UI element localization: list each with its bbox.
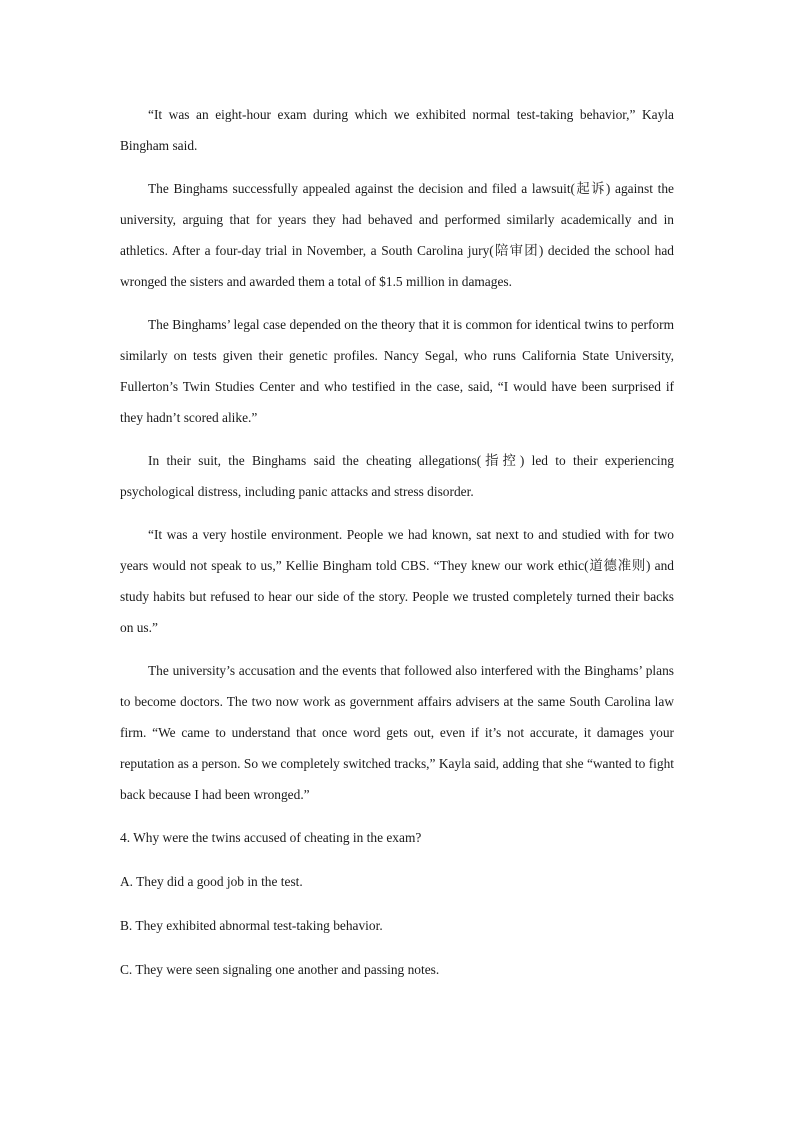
question-stem: 4. Why were the twins accused of cheating in the exam?	[120, 830, 422, 845]
paragraph-1: “It was an eight-hour exam during which we exhibited normal test-taking behavior,” Kayla Bingham said.	[120, 107, 674, 153]
question-block	[120, 822, 674, 985]
paragraph-3: The Binghams’ legal case depended on the theory that it is common for identical twins to perform similarly on tests given their genetic profiles. Nancy Segal, who runs California State University, Fullerton’s Twin Studies Center and who testified in the case, said, “I would have been surprised if they hadn’t scored alike.”	[120, 317, 674, 425]
paragraph-4: In their suit, the Binghams said the cheating allegations(指控) led to their experiencing psychological distress, including panic attacks and stress disorder.	[120, 453, 674, 499]
paragraph-5: “It was a very hostile environment. People we had known, sat next to and studied with for two years would not speak to us,” Kellie Bingham told CBS. “They knew our work ethic(道德准则) and study habits but refused to hear our side of the story. People we trusted completely turned their backs on us.”	[120, 527, 674, 635]
paragraph-6: The university’s accusation and the events that followed also interfered with the Binghams’ plans to become doctors. The two now work as government affairs advisers at the same South Carolina law firm. “We came to understand that once word gets out, even if it’s not accurate, it damages your reputation as a person. So we completely switched tracks,” Kayla said, adding that she “wanted to fight back because I had been wronged.”	[120, 663, 674, 802]
document-page	[120, 99, 674, 985]
paragraph-2: The Binghams successfully appealed against the decision and filed a lawsuit(起诉) against the university, arguing that for years they had behaved and performed similarly academically and in athletics. After a four-day trial in November, a South Carolina jury(陪审团) decided the school had wronged the sisters and awarded them a total of $1.5 million in damages.	[120, 181, 674, 289]
option-a: A. They did a good job in the test.	[120, 874, 303, 889]
option-b: B. They exhibited abnormal test-taking behavior.	[120, 918, 383, 933]
option-c: C. They were seen signaling one another and passing notes.	[120, 962, 440, 977]
